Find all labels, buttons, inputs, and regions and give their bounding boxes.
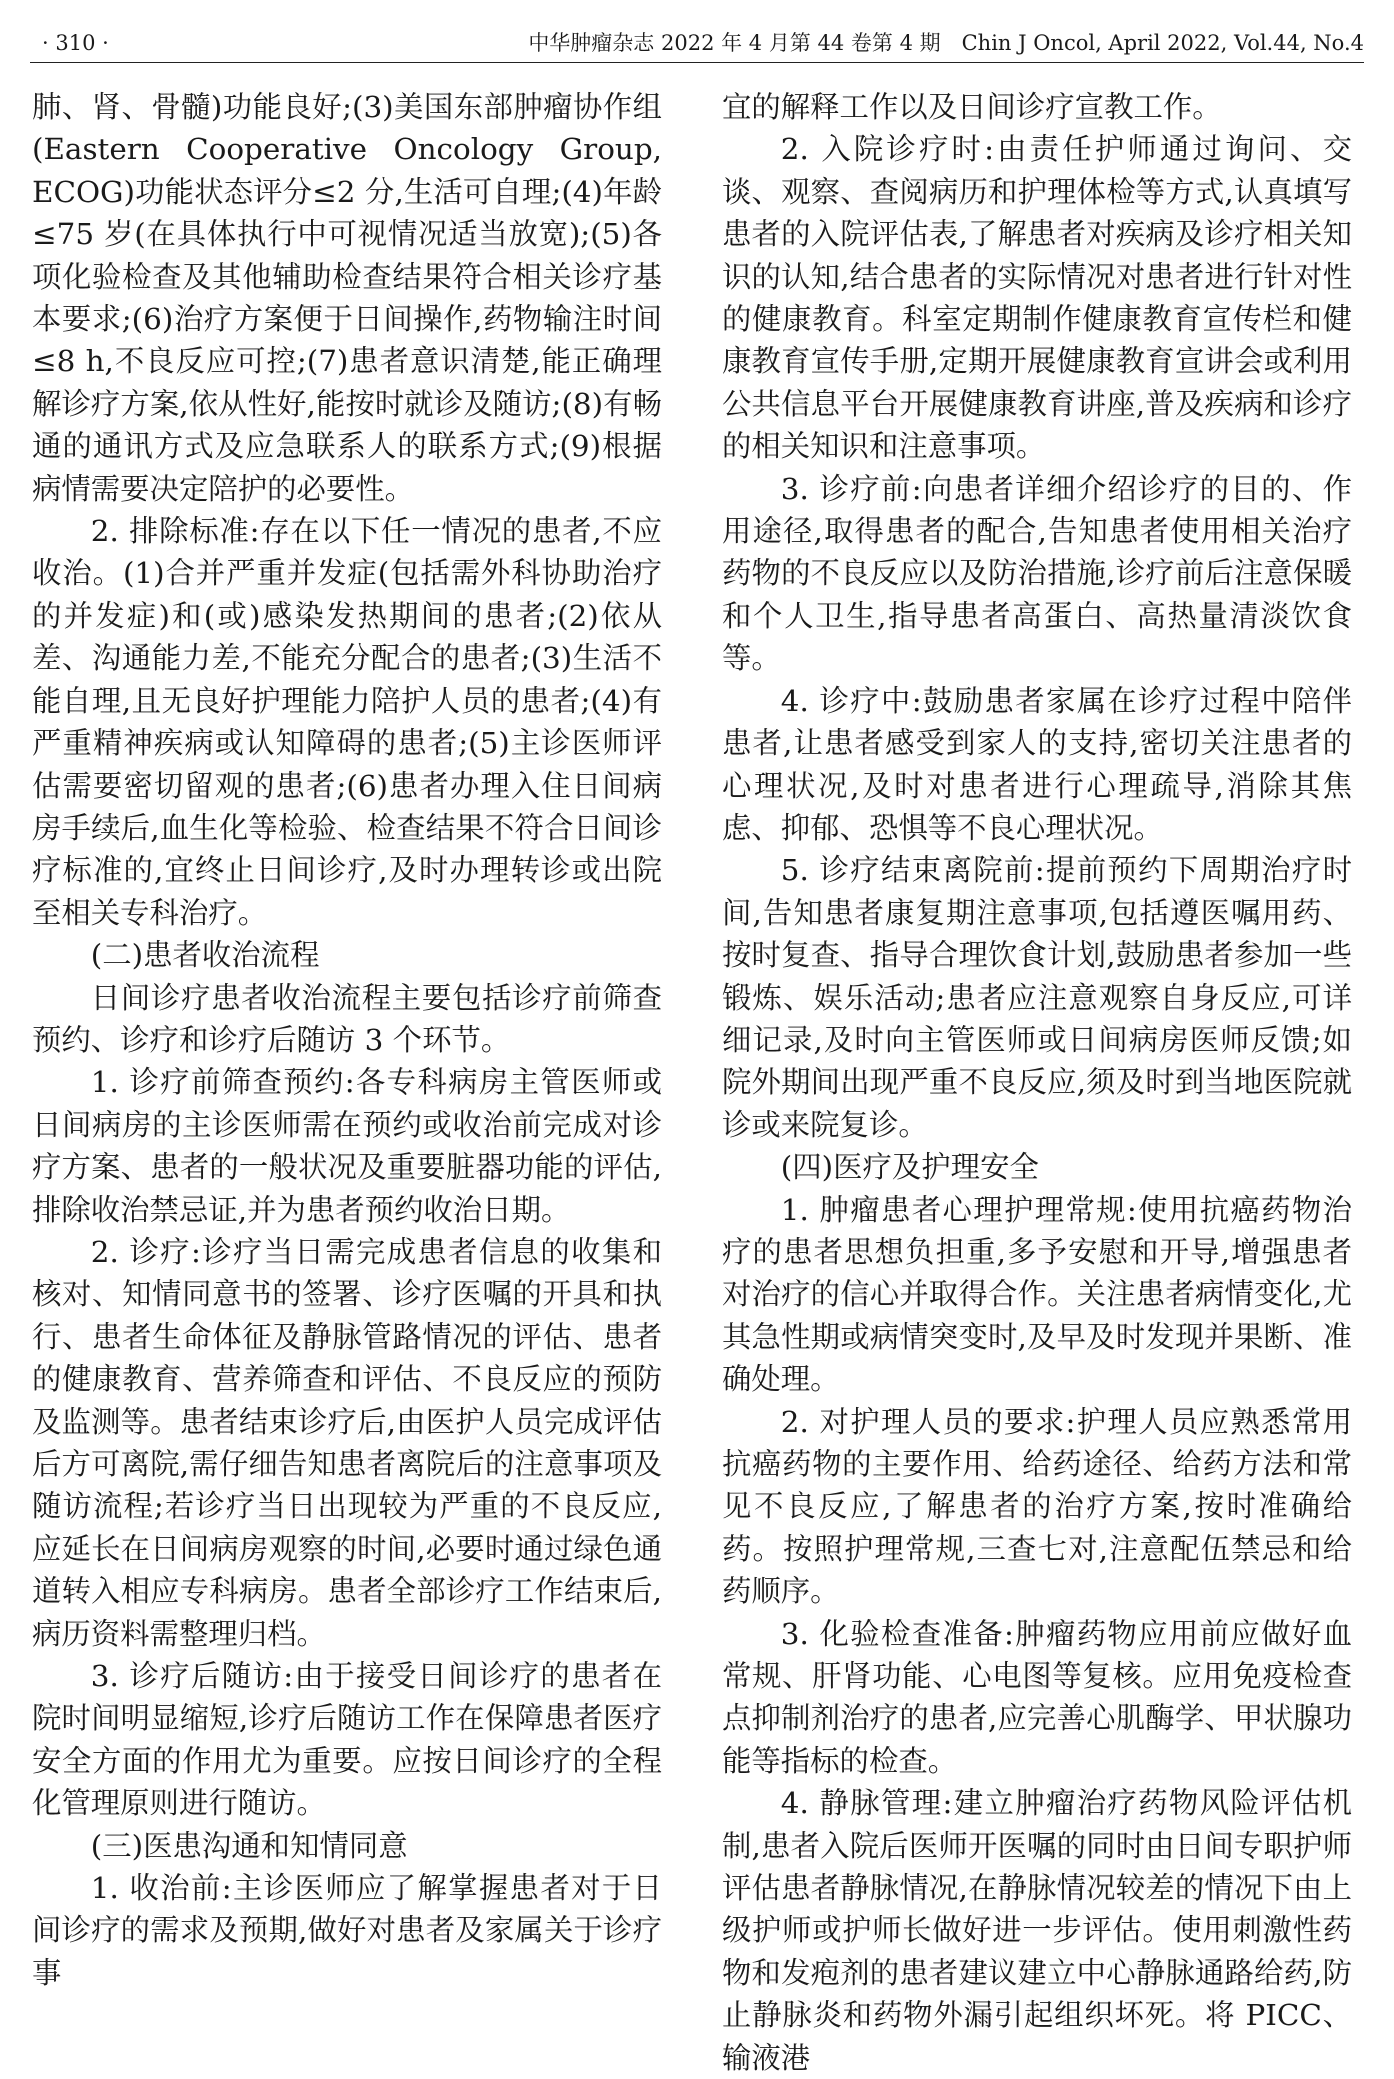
left-column xyxy=(32,86,662,2016)
right-column xyxy=(722,86,1352,2075)
section-heading-medical-nursing-safety: (四)医疗及护理安全 xyxy=(780,1150,1039,1185)
paragraph-at-admission: 2. 入院诊疗时:由责任护师通过询问、交谈、观察、查阅病历和护理体检等方式,认真填写患者的入院评估表,了解患者对疾病及诊疗相关知识的认知,结合患者的实际情况对患者进行针对性的健康教育。科室定期制作健康教育宣传栏和健康教育宣传手册,定期开展健康教育宣讲会或利用公共信息平台开展健康教育讲座,普及疾病和诊疗的相关知识和注意事项。 xyxy=(722,132,1352,464)
paragraph-process-intro: 日间诊疗患者收治流程主要包括诊疗前筛查预约、诊疗和诊疗后随访 3 个环节。 xyxy=(32,980,662,1057)
paragraph-venous-management: 4. 静脉管理:建立肿瘤治疗药物风险评估机制,患者入院后医师开医嘱的同时由日间专职护师评估患者静脉情况,在静脉情况较差的情况下由上级护师或护师长做好进一步评估。使用刺激性药物和发疱剂的患者建议建立中心静脉通路给药,防止静脉炎和药物外漏引起组织坏死。将 PICC、输液港 xyxy=(722,1786,1352,2075)
running-header xyxy=(30,24,1364,63)
paragraph-before-discharge: 5. 诊疗结束离院前:提前预约下周期治疗时间,告知患者康复期注意事项,包括遵医嘱用药、按时复查、指导合理饮食计划,鼓励患者参加一些锻炼、娱乐活动;患者应注意观察自身反应,可详细记录,及时向主管医师或日间病房医师反馈;如院外期间出现严重不良反应,须及时到当地医院就诊或来院复诊。 xyxy=(722,853,1352,1142)
paragraph-before-admission: 1. 收治前:主诊医师应了解掌握患者对于日间诊疗的需求及预期,做好对患者及家属关于诊疗事 xyxy=(32,1871,662,1990)
paragraph-nurse-requirements: 2. 对护理人员的要求:护理人员应熟悉常用抗癌药物的主要作用、给药途径、给药方法和常见不良反应,了解患者的治疗方案,按时准确给药。按照护理常规,三查七对,注意配伍禁忌和给药顺序。 xyxy=(722,1404,1352,1609)
paragraph-inclusion-criteria-cont: 肺、肾、骨髓)功能良好;(3)美国东部肿瘤协作组(Eastern Cooperative Oncology Group, ECOG)功能状态评分≤2 分,生活可自理;(4)年龄≤75 岁(在具体执行中可视情况适当放宽);(5)各项化验检查及其他辅助检查结果符合相关诊疗基本要求;(6)治疗方案便于日间操作,药物输注时间≤8 h,不良反应可控;(7)患者意识清楚,能正确理解诊疗方案,依从性好,能按时就诊及随访;(8)有畅通的通讯方式及应急联系人的联系方式;(9)根据病情需要决定陪护的必要性。 xyxy=(32,90,662,506)
paragraph-before-treatment: 3. 诊疗前:向患者详细介绍诊疗的目的、作用途径,取得患者的配合,告知患者使用相关治疗药物的不良反应以及防治措施,诊疗前后注意保暖和个人卫生,指导患者高蛋白、高热量清淡饮食等。 xyxy=(722,471,1352,676)
page-number: · 310 · xyxy=(42,31,109,55)
paragraph-psychological-care: 1. 肿瘤患者心理护理常规:使用抗癌药物治疗的患者思想负担重,多予安慰和开导,增强患者对治疗的信心并取得合作。关注患者病情变化,尤其急性期或病情突变时,及早及时发现并果断、准确处理。 xyxy=(722,1192,1352,1397)
paragraph-lab-preparation: 3. 化验检查准备:肿瘤药物应用前应做好血常规、肝肾功能、心电图等复核。应用免疫检查点抑制剂治疗的患者,应完善心肌酶学、甲状腺功能等指标的检查。 xyxy=(722,1616,1352,1778)
section-heading-communication-consent: (三)医患沟通和知情同意 xyxy=(90,1828,408,1863)
paragraph-pre-treatment-screening: 1. 诊疗前筛查预约:各专科病房主管医师或日间病房的主诊医师需在预约或收治前完成对诊疗方案、患者的一般状况及重要脏器功能的评估,排除收治禁忌证,并为患者预约收治日期。 xyxy=(32,1065,662,1227)
section-heading-admission-process: (二)患者收治流程 xyxy=(90,938,320,973)
paragraph-follow-up: 3. 诊疗后随访:由于接受日间诊疗的患者在院时间明显缩短,诊疗后随访工作在保障患者医疗安全方面的作用尤为重要。应按日间诊疗的全程化管理原则进行随访。 xyxy=(32,1659,662,1821)
paragraph-exclusion-criteria: 2. 排除标准:存在以下任一情况的患者,不应收治。(1)合并严重并发症(包括需外科协助治疗的并发症)和(或)感染发热期间的患者;(2)依从差、沟通能力差,不能充分配合的患者;(3)生活不能自理,且无良好护理能力陪护人员的患者;(4)有严重精神疾病或认知障碍的患者;(5)主诊医师评估需要密切留观的患者;(6)患者办理入住日间病房手续后,血生化等检验、检查结果不符合日间诊疗标准的,宜终止日间诊疗,及时办理转诊或出院至相关专科治疗。 xyxy=(32,514,662,930)
paragraph-before-admission-cont: 宜的解释工作以及日间诊疗宣教工作。 xyxy=(722,90,1222,124)
paragraph-treatment: 2. 诊疗:诊疗当日需完成患者信息的收集和核对、知情同意书的签署、诊疗医嘱的开具和执行、患者生命体征及静脉管路情况的评估、患者的健康教育、营养筛查和评估、不良反应的预防及监测等。患者结束诊疗后,由医护人员完成评估后方可离院,需仔细告知患者离院后的注意事项及随访流程;若诊疗当日出现较为严重的不良反应,应延长在日间病房观察的时间,必要时通过绿色通道转入相应专科病房。患者全部诊疗工作结束后,病历资料需整理归档。 xyxy=(32,1234,662,1651)
journal-citation: 中华肿瘤杂志 2022 年 4 月第 44 卷第 4 期 Chin J Oncol, April 2022, Vol.44, No.4 xyxy=(528,31,1364,55)
paragraph-during-treatment: 4. 诊疗中:鼓励患者家属在诊疗过程中陪伴患者,让患者感受到家人的支持,密切关注患者的心理状况,及时对患者进行心理疏导,消除其焦虑、抑郁、恐惧等不良心理状况。 xyxy=(722,683,1352,845)
